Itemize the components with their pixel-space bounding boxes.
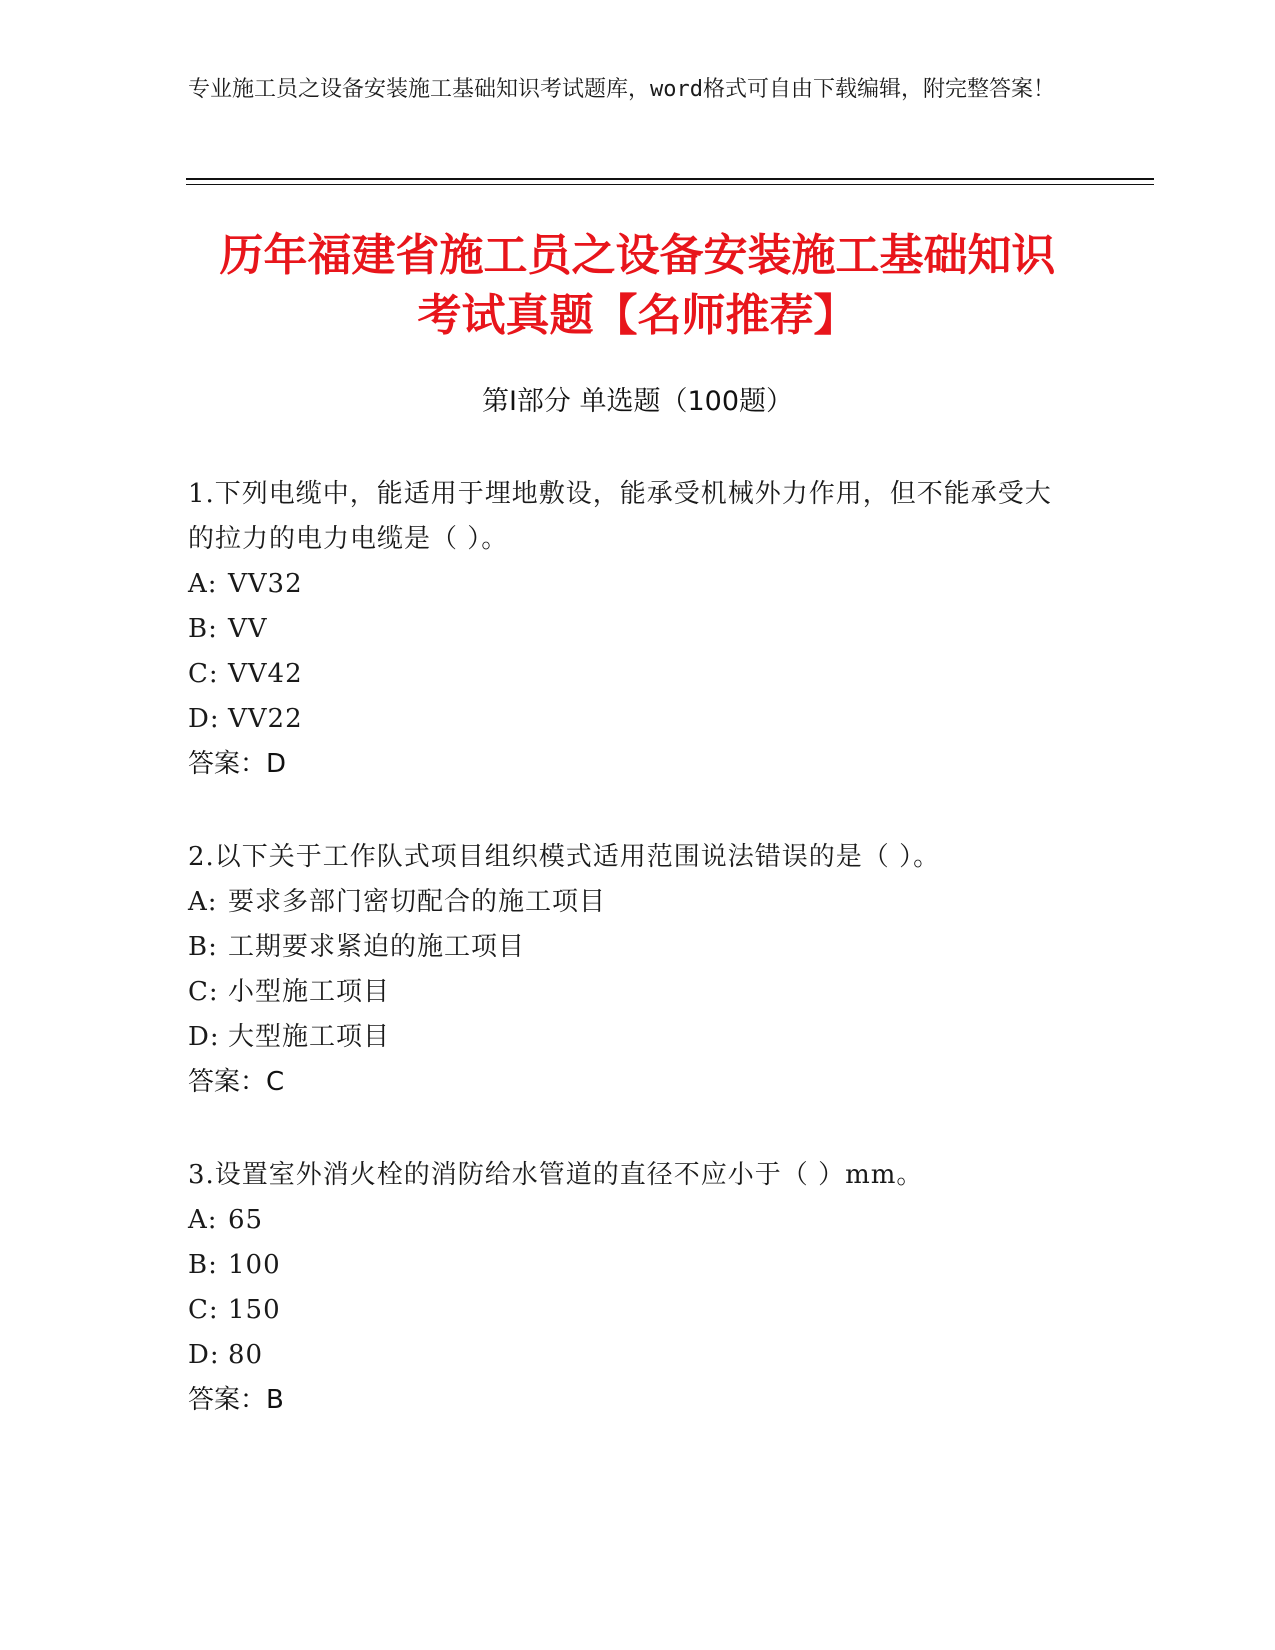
option-text: 要求多部门密切配合的施工项目 — [228, 887, 607, 917]
answer: 答案：B — [188, 1385, 284, 1415]
option-b — [188, 1243, 1068, 1288]
option-key: C: — [188, 1295, 219, 1325]
option-c — [188, 652, 1068, 697]
option-a — [188, 880, 1068, 925]
option-a — [188, 1198, 1068, 1243]
section-title: 第Ⅰ部分 单选题（100题） — [481, 386, 794, 417]
answer: 答案：D — [188, 749, 287, 779]
option-text: 工期要求紧迫的施工项目 — [228, 932, 526, 962]
option-b — [188, 607, 1068, 652]
option-d — [188, 697, 1068, 742]
option-text: 小型施工项目 — [228, 977, 391, 1007]
question-list — [188, 472, 1068, 1471]
question-2 — [188, 835, 1068, 1105]
option-key: A: — [188, 887, 218, 917]
header-note: 专业施工员之设备安装施工基础知识考试题库，word格式可自由下载编辑，附完整答案！ — [188, 77, 1055, 102]
question-stem: 2.以下关于工作队式项目组织模式适用范围说法错误的是（ ）。 — [188, 842, 941, 872]
option-key: D: — [188, 704, 220, 734]
option-key: C: — [188, 977, 219, 1007]
option-key: D: — [188, 1022, 220, 1052]
option-key: B: — [188, 932, 218, 962]
document-title-line-1: 历年福建省施工员之设备安装施工基础知识 — [219, 230, 1056, 281]
header-rule-thin — [186, 184, 1154, 185]
option-c — [188, 970, 1068, 1015]
option-text: VV42 — [228, 659, 303, 689]
option-key: B: — [188, 1250, 218, 1280]
option-key: B: — [188, 614, 218, 644]
option-text: 65 — [228, 1205, 264, 1235]
option-text: VV — [228, 614, 268, 644]
header-rule-thick — [186, 178, 1154, 180]
option-d — [188, 1333, 1068, 1378]
option-text: 大型施工项目 — [228, 1022, 391, 1052]
option-text: 80 — [228, 1340, 264, 1370]
option-text: 100 — [228, 1250, 281, 1280]
question-stem: 3.设置室外消火栓的消防给水管道的直径不应小于（ ）mm。 — [188, 1160, 924, 1190]
document-title-line-2: 考试真题【名师推荐】 — [417, 290, 858, 341]
option-b — [188, 925, 1068, 970]
option-key: A: — [188, 1205, 218, 1235]
document-title — [140, 226, 1135, 346]
answer: 答案：C — [188, 1067, 285, 1097]
option-key: A: — [188, 569, 218, 599]
option-d — [188, 1015, 1068, 1060]
option-key: D: — [188, 1340, 220, 1370]
question-stem: 1.下列电缆中，能适用于埋地敷设，能承受机械外力作用，但不能承受大的拉力的电力电缆是（ ）。 — [188, 479, 1052, 554]
option-text: VV22 — [228, 704, 303, 734]
question-1 — [188, 472, 1068, 787]
option-key: C: — [188, 659, 219, 689]
option-c — [188, 1288, 1068, 1333]
question-3 — [188, 1153, 1068, 1423]
option-text: VV32 — [228, 569, 303, 599]
option-a — [188, 562, 1068, 607]
option-text: 150 — [228, 1295, 281, 1325]
